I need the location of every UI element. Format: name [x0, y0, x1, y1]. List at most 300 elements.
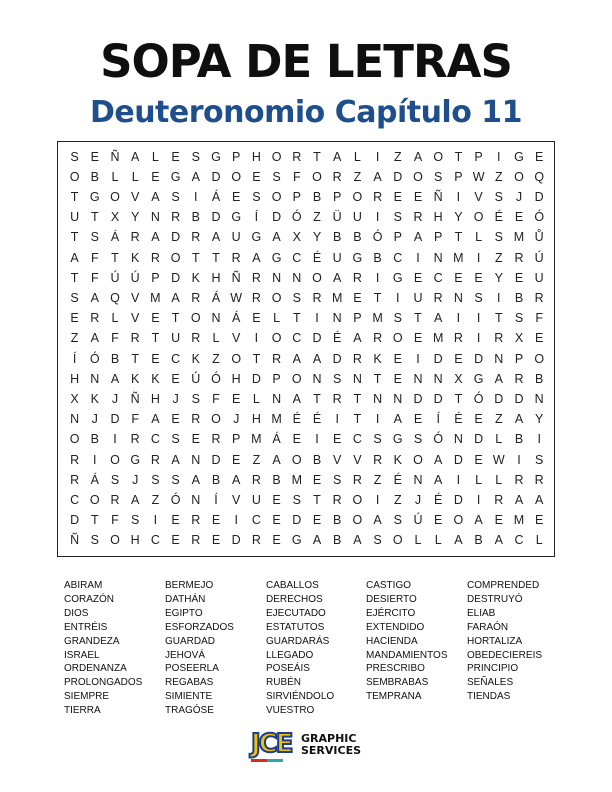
logo-stripe-red	[251, 759, 267, 762]
grid-letter: É	[434, 492, 443, 507]
grid-letter: G	[130, 452, 141, 467]
logo-mark: JCE	[251, 729, 292, 759]
grid-letter: N	[393, 391, 403, 406]
grid-letter: I	[456, 311, 461, 326]
letter-grid	[57, 141, 555, 557]
grid-letter: Ó	[433, 432, 444, 447]
grid-letter: X	[70, 391, 79, 406]
word-list-item: POSEERLA	[165, 663, 219, 675]
grid-letter: A	[393, 412, 402, 427]
grid-letter: N	[292, 270, 302, 285]
grid-letter: W	[492, 452, 505, 467]
grid-letter: T	[494, 311, 503, 326]
grid-letter: F	[90, 270, 99, 285]
word-list-item: GUARDARÁS	[266, 635, 330, 647]
grid-letter: A	[191, 472, 200, 487]
grid-letter: U	[352, 210, 362, 225]
grid-letter: A	[333, 149, 342, 164]
grid-letter: E	[535, 149, 544, 164]
grid-letter: P	[434, 230, 443, 245]
grid-letter: R	[514, 250, 524, 265]
grid-letter: R	[494, 492, 504, 507]
grid-letter: O	[271, 331, 282, 346]
grid-letter: É	[393, 472, 402, 487]
grid-letter: E	[454, 270, 463, 285]
grid-letter: A	[434, 311, 443, 326]
word-list-item: SIMIENTE	[165, 691, 213, 703]
grid-letter: N	[211, 311, 221, 326]
grid-letter: E	[151, 311, 160, 326]
grid-letter: T	[70, 230, 79, 245]
word-list-item: ELIAB	[467, 607, 496, 619]
grid-letter: B	[110, 351, 120, 366]
grid-letter: Á	[110, 230, 120, 245]
grid-letter: G	[89, 189, 100, 204]
grid-letter: R	[373, 331, 383, 346]
grid-letter: P	[272, 371, 281, 386]
grid-letter: K	[191, 270, 200, 285]
grid-row	[58, 470, 554, 490]
word-list-item: TEMPRANA	[366, 691, 422, 703]
grid-letter: V	[232, 331, 241, 346]
grid-letter: S	[494, 189, 503, 204]
grid-letter: E	[151, 169, 160, 184]
grid-letter: K	[393, 452, 402, 467]
grid-letter: O	[271, 189, 282, 204]
grid-letter: A	[131, 149, 140, 164]
word-list-item: SEÑALES	[467, 677, 514, 689]
grid-row	[58, 147, 554, 167]
grid-letter: B	[211, 472, 221, 487]
grid-letter: E	[171, 371, 180, 386]
logo-line-2: SERVICES	[301, 744, 362, 757]
grid-letter: T	[70, 270, 79, 285]
grid-letter: M	[331, 290, 343, 305]
grid-letter: T	[353, 391, 362, 406]
grid-letter: N	[272, 391, 282, 406]
grid-row	[58, 207, 554, 227]
grid-letter: E	[70, 311, 79, 326]
word-column	[266, 579, 334, 718]
grid-letter: D	[171, 270, 181, 285]
grid-letter: V	[333, 452, 342, 467]
grid-letter: E	[514, 270, 524, 285]
word-list-item: DIOS	[64, 607, 89, 619]
grid-letter: T	[131, 351, 139, 366]
grid-letter: R	[251, 533, 261, 548]
grid-letter: É	[454, 412, 463, 427]
grid-letter: I	[254, 331, 259, 346]
page-subtitle: Deuteronomio Capítulo 11	[89, 95, 523, 130]
grid-letter: A	[514, 492, 524, 507]
grid-letter: S	[171, 189, 180, 204]
grid-letter: O	[170, 250, 181, 265]
grid-letter: E	[535, 331, 544, 346]
grid-letter: R	[332, 391, 342, 406]
grid-row	[58, 308, 554, 328]
grid-letter: I	[476, 311, 481, 326]
grid-letter: X	[292, 230, 301, 245]
grid-letter: C	[433, 270, 443, 285]
grid-letter: H	[251, 412, 261, 427]
grid-letter: A	[252, 250, 261, 265]
grid-letter: I	[476, 492, 481, 507]
grid-letter: A	[494, 533, 503, 548]
grid-letter: I	[456, 472, 461, 487]
grid-letter: M	[453, 250, 464, 265]
grid-letter: O	[271, 290, 282, 305]
grid-letter: I	[93, 452, 97, 467]
grid-letter: S	[70, 149, 79, 164]
grid-letter: D	[211, 210, 221, 225]
grid-letter: P	[393, 230, 402, 245]
grid-letter: S	[292, 492, 301, 507]
grid-letter: A	[373, 513, 382, 528]
grid-letter: Ó	[372, 230, 383, 245]
grid-letter: R	[150, 452, 160, 467]
grid-letter: O	[231, 169, 242, 184]
grid-letter: D	[332, 351, 342, 366]
grid-letter: L	[111, 311, 119, 326]
grid-letter: N	[70, 412, 80, 427]
grid-row	[58, 429, 554, 449]
grid-letter: D	[433, 391, 443, 406]
grid-letter: O	[89, 492, 100, 507]
grid-letter: Z	[252, 452, 261, 467]
grid-letter: C	[292, 250, 302, 265]
grid-letter: A	[110, 371, 120, 386]
grid-letter: R	[191, 331, 201, 346]
grid-letter: O	[312, 270, 322, 285]
grid-letter: L	[212, 331, 220, 346]
grid-letter: E	[191, 432, 200, 447]
grid-letter: R	[171, 210, 181, 225]
grid-letter: O	[211, 412, 221, 427]
grid-letter: N	[90, 371, 100, 386]
word-list-item: ESFORZADOS	[165, 621, 234, 633]
grid-letter: R	[272, 351, 282, 366]
grid-letter: R	[413, 210, 423, 225]
grid-letter: E	[292, 432, 301, 447]
grid-letter: L	[111, 169, 119, 184]
grid-letter: E	[272, 492, 281, 507]
grid-letter: E	[353, 290, 362, 305]
grid-letter: R	[191, 290, 201, 305]
grid-letter: X	[454, 371, 463, 386]
grid-letter: R	[191, 230, 201, 245]
grid-letter: R	[433, 290, 443, 305]
grid-letter: B	[474, 533, 483, 548]
grid-letter: T	[90, 210, 99, 225]
word-list-item: SIRVIÉNDOLO	[266, 691, 335, 703]
grid-letter: E	[171, 412, 180, 427]
grid-letter: O	[271, 149, 282, 164]
word-list-item: ABIRAM	[64, 580, 103, 591]
grid-letter: U	[332, 250, 342, 265]
grid-letter: A	[494, 371, 503, 386]
grid-letter: E	[211, 533, 221, 548]
grid-letter: S	[90, 533, 99, 548]
grid-letter: D	[393, 169, 403, 184]
grid-letter: S	[393, 210, 402, 225]
grid-letter: M	[513, 513, 525, 528]
grid-letter: A	[131, 492, 140, 507]
grid-letter: S	[131, 513, 140, 528]
grid-letter: I	[315, 432, 319, 447]
word-list-item: FARAÓN	[467, 621, 509, 633]
grid-letter: L	[495, 432, 503, 447]
grid-letter: A	[373, 169, 382, 184]
grid-letter: C	[352, 432, 362, 447]
grid-letter: N	[413, 371, 423, 386]
grid-letter: F	[535, 311, 543, 326]
grid-letter: E	[393, 189, 402, 204]
word-list-item: CORAZÓN	[64, 593, 114, 605]
word-list-item: CABALLOS	[266, 580, 319, 591]
word-column	[366, 579, 448, 704]
grid-letter: D	[211, 452, 221, 467]
grid-letter: E	[90, 149, 99, 164]
word-list-item: PROLONGADOS	[64, 677, 143, 689]
grid-letter: I	[476, 331, 481, 346]
grid-letter: Í	[214, 492, 218, 507]
grid-letter: T	[90, 513, 99, 528]
grid-letter: Ů	[534, 230, 544, 245]
grid-letter: I	[234, 513, 238, 528]
grid-letter: A	[353, 331, 362, 346]
grid-letter: N	[332, 311, 342, 326]
grid-letter: E	[312, 472, 322, 487]
grid-letter: P	[292, 189, 301, 204]
grid-letter: I	[476, 250, 481, 265]
grid-letter: A	[514, 412, 524, 427]
grid-letter: S	[90, 230, 99, 245]
grid-letter: A	[312, 351, 322, 366]
grid-row	[58, 187, 554, 207]
grid-letter: D	[312, 331, 322, 346]
grid-letter: E	[252, 169, 261, 184]
grid-letter: G	[271, 250, 282, 265]
grid-letter: D	[474, 351, 484, 366]
grid-letter: H	[251, 149, 261, 164]
grid-letter: D	[413, 391, 423, 406]
grid-letter: É	[292, 412, 301, 427]
grid-letter: L	[475, 230, 483, 245]
grid-letter: I	[416, 250, 420, 265]
word-list-item: EJECUTADO	[266, 607, 326, 619]
grid-letter: Z	[70, 331, 79, 346]
word-list-item: TIERRA	[64, 705, 101, 717]
grid-letter: E	[211, 513, 221, 528]
jce-graphic-services-logo	[251, 728, 363, 762]
grid-letter: R	[534, 290, 544, 305]
grid-letter: S	[535, 452, 544, 467]
grid-letter: C	[393, 250, 403, 265]
grid-letter: P	[232, 149, 241, 164]
grid-letter: O	[312, 169, 322, 184]
grid-letter: T	[292, 311, 301, 326]
grid-letter: G	[392, 432, 403, 447]
grid-letter: Á	[90, 472, 99, 487]
grid-letter: I	[416, 351, 420, 366]
grid-letter: L	[353, 149, 361, 164]
grid-letter: T	[151, 331, 160, 346]
grid-letter: A	[232, 472, 241, 487]
grid-letter: S	[333, 472, 342, 487]
grid-letter: B	[272, 472, 281, 487]
grid-letter: I	[375, 210, 380, 225]
grid-letter: Ñ	[70, 533, 80, 548]
grid-letter: Y	[494, 270, 503, 285]
grid-letter: E	[393, 351, 402, 366]
word-list-item: REGABAS	[165, 677, 214, 689]
grid-letter: E	[252, 311, 261, 326]
grid-row	[58, 227, 554, 247]
word-list-item: EXTENDIDO	[366, 621, 425, 633]
word-list-item: MANDAMIENTOS	[366, 649, 448, 661]
grid-letter: R	[352, 472, 362, 487]
grid-letter: I	[375, 270, 380, 285]
grid-letter: Ñ	[231, 270, 241, 285]
grid-letter: E	[454, 351, 463, 366]
grid-letter: Á	[232, 311, 241, 326]
grid-letter: X	[110, 210, 120, 225]
grid-letter: R	[231, 250, 241, 265]
grid-letter: I	[194, 189, 198, 204]
grid-letter: F	[131, 412, 139, 427]
grid-letter: K	[90, 391, 99, 406]
grid-letter: A	[535, 492, 544, 507]
grid-letter: F	[111, 331, 119, 346]
grid-letter: G	[231, 210, 242, 225]
grid-letter: C	[171, 351, 181, 366]
grid-letter: F	[111, 513, 119, 528]
grid-letter: Z	[494, 412, 503, 427]
grid-letter: E	[514, 210, 524, 225]
word-list-item: HACIENDA	[366, 635, 418, 647]
grid-letter: L	[252, 391, 260, 406]
grid-letter: N	[312, 371, 322, 386]
grid-letter: E	[413, 412, 423, 427]
word-list-item: DESIERTO	[366, 593, 417, 605]
grid-letter: A	[151, 189, 160, 204]
grid-letter: D	[453, 492, 463, 507]
grid-letter: Z	[494, 169, 503, 184]
grid-letter: E	[151, 351, 160, 366]
grid-letter: T	[414, 311, 422, 326]
grid-letter: A	[413, 230, 423, 245]
grid-letter: F	[90, 250, 99, 265]
grid-letter: H	[150, 391, 160, 406]
grid-letter: O	[534, 351, 545, 366]
grid-letter: R	[453, 331, 463, 346]
grid-letter: R	[130, 432, 140, 447]
grid-letter: A	[151, 230, 160, 245]
grid-letter: M	[291, 472, 302, 487]
grid-letter: P	[454, 169, 463, 184]
grid-letter: B	[373, 250, 382, 265]
grid-letter: R	[292, 149, 302, 164]
grid-letter: O	[291, 452, 302, 467]
grid-letter: U	[70, 210, 80, 225]
grid-letter: I	[396, 290, 400, 305]
grid-letter: Z	[393, 492, 402, 507]
grid-letter: E	[272, 513, 281, 528]
grid-letter: E	[171, 533, 180, 548]
word-list-item: ORDENANZA	[64, 663, 127, 675]
word-list-item: DERECHOS	[266, 593, 323, 605]
grid-letter: S	[272, 169, 281, 184]
grid-letter: H	[211, 270, 221, 285]
grid-letter: K	[131, 371, 140, 386]
grid-letter: I	[375, 149, 380, 164]
grid-letter: I	[456, 189, 461, 204]
grid-letter: C	[150, 432, 160, 447]
grid-letter: A	[70, 250, 79, 265]
grid-letter: O	[110, 533, 120, 548]
grid-letter: E	[171, 513, 180, 528]
grid-letter: D	[272, 210, 282, 225]
grid-row	[58, 328, 554, 348]
grid-letter: E	[494, 513, 503, 528]
grid-letter: E	[535, 513, 544, 528]
grid-letter: E	[434, 513, 443, 528]
grid-letter: E	[232, 452, 241, 467]
grid-letter: K	[151, 371, 160, 386]
grid-letter: R	[514, 472, 524, 487]
grid-letter: Z	[313, 210, 321, 225]
grid-letter: Y	[454, 210, 463, 225]
grid-letter: A	[211, 230, 221, 245]
grid-letter: V	[131, 189, 140, 204]
grid-letter: R	[130, 230, 140, 245]
grid-letter: T	[454, 149, 463, 164]
grid-letter: S	[393, 513, 402, 528]
grid-letter: U	[251, 492, 261, 507]
grid-letter: A	[171, 452, 180, 467]
word-list-item: JEHOVÁ	[165, 649, 206, 661]
grid-letter: D	[171, 230, 181, 245]
word-list-item: BERMEJO	[165, 580, 214, 591]
grid-letter: E	[232, 391, 241, 406]
grid-letter: Z	[151, 492, 160, 507]
grid-letter: N	[352, 371, 362, 386]
grid-letter: É	[333, 331, 342, 346]
grid-letter: A	[151, 412, 160, 427]
grid-letter: V	[474, 189, 483, 204]
grid-letter: H	[231, 371, 241, 386]
grid-letter: S	[393, 311, 402, 326]
word-list-item: OBEDECIEREIS	[467, 649, 543, 661]
grid-letter: I	[153, 513, 158, 528]
grid-letter: Ñ	[433, 189, 443, 204]
grid-letter: G	[211, 149, 221, 164]
grid-letter: N	[534, 391, 544, 406]
grid-letter: R	[191, 513, 201, 528]
grid-letter: T	[313, 492, 321, 507]
word-list-item: TIENDAS	[467, 691, 511, 703]
word-list-item: ISRAEL	[64, 649, 100, 661]
grid-letter: A	[413, 149, 423, 164]
grid-letter: É	[312, 412, 322, 427]
grid-letter: B	[353, 230, 362, 245]
grid-letter: D	[494, 391, 504, 406]
grid-letter: I	[497, 290, 501, 305]
grid-letter: R	[352, 351, 362, 366]
word-list-item: SIEMPRE	[64, 691, 110, 703]
word-list-item: CASTIGO	[366, 580, 412, 591]
grid-letter: R	[70, 452, 80, 467]
